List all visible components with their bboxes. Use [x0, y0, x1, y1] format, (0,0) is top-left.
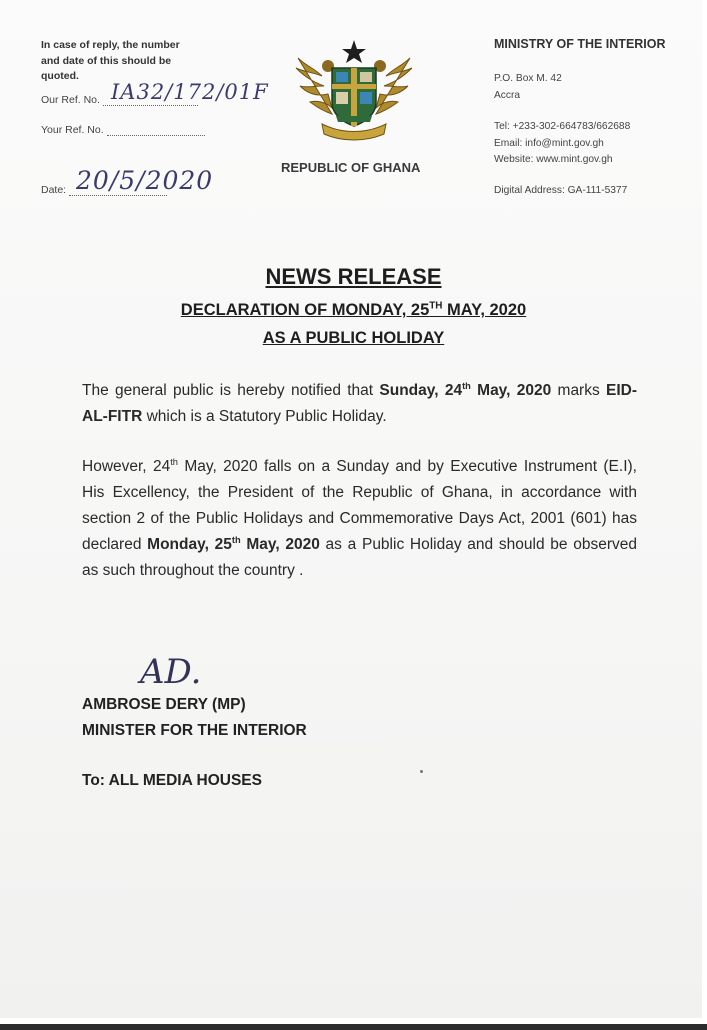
- your-ref-line: [41, 124, 205, 136]
- p2-text: However, 24: [82, 458, 170, 475]
- date-handwritten: 20/5/2020: [76, 166, 213, 195]
- date-label: Date:: [41, 184, 66, 196]
- p2-sup-1: th: [170, 457, 178, 467]
- digital-address: Digital Address: GA-111-5377: [494, 184, 627, 198]
- p1-holiday-name: EID-AL-FITR: [82, 382, 637, 425]
- subtitle-text: DECLARATION OF MONDAY, 25: [181, 301, 429, 319]
- news-release-title: NEWS RELEASE: [0, 264, 702, 290]
- signer-title: MINISTER FOR THE INTERIOR: [82, 722, 307, 740]
- our-ref-handwritten: IA32/172/01F: [111, 80, 269, 104]
- p1-text-2: marks: [551, 382, 606, 399]
- handwritten-signature: AD.: [140, 652, 201, 692]
- p1-sup: th: [462, 381, 471, 391]
- p2-text-2: May, 2020 falls on a Sunday and by Executive Instrument (E.I), His Excellency, the President of the Republic of Ghana, in accordance with section 2 of the Public Holidays and Commemorative Days Act, 2001 (601) has declared: [82, 458, 637, 553]
- p1-text-3: which is a Statutory Public Holiday.: [142, 408, 386, 425]
- p1-date-bold: Sunday, 24: [379, 382, 462, 399]
- page-edge-shadow-bottom: [0, 1024, 707, 1030]
- our-ref-label: Our Ref. No.: [41, 94, 100, 106]
- signer-name: AMBROSE DERY (MP): [82, 696, 246, 714]
- ministry-name: MINISTRY OF THE INTERIOR: [494, 37, 666, 51]
- your-ref-dotted-line: [107, 125, 205, 136]
- website: Website: www.mint.gov.gh: [494, 153, 613, 167]
- subtitle-text-end: MAY, 2020: [442, 301, 526, 319]
- email: Email: info@mint.gov.gh: [494, 137, 604, 151]
- p2-sup-2: th: [232, 535, 241, 545]
- release-subtitle-line1: [0, 301, 702, 320]
- paragraph-2: [82, 454, 637, 584]
- recipients: To: ALL MEDIA HOUSES: [82, 772, 262, 790]
- reply-instruction: In case of reply, the number and date of this should be quoted.: [41, 38, 191, 85]
- republic-of-ghana-label: REPUBLIC OF GHANA: [281, 160, 420, 175]
- coat-of-arms-icon: [292, 38, 416, 142]
- paper-speck: [420, 770, 423, 773]
- subtitle-superscript: TH: [429, 301, 442, 312]
- your-ref-label: Your Ref. No.: [41, 124, 104, 136]
- p1-date-bold-end: May, 2020: [471, 382, 551, 399]
- telephone: Tel: +233-302-664783/662688: [494, 120, 630, 134]
- release-subtitle-line2: AS A PUBLIC HOLIDAY: [0, 329, 702, 348]
- p2-date-bold: Monday, 25: [147, 536, 232, 553]
- city: Accra: [494, 89, 520, 103]
- p1-text: The general public is hereby notified that: [82, 382, 379, 399]
- paragraph-1: [82, 378, 637, 430]
- p2-date-bold-end: May, 2020: [241, 536, 320, 553]
- p2-text-3: as a Public Holiday and should be observed as such throughout the country .: [82, 536, 637, 579]
- po-box: P.O. Box M. 42: [494, 72, 562, 86]
